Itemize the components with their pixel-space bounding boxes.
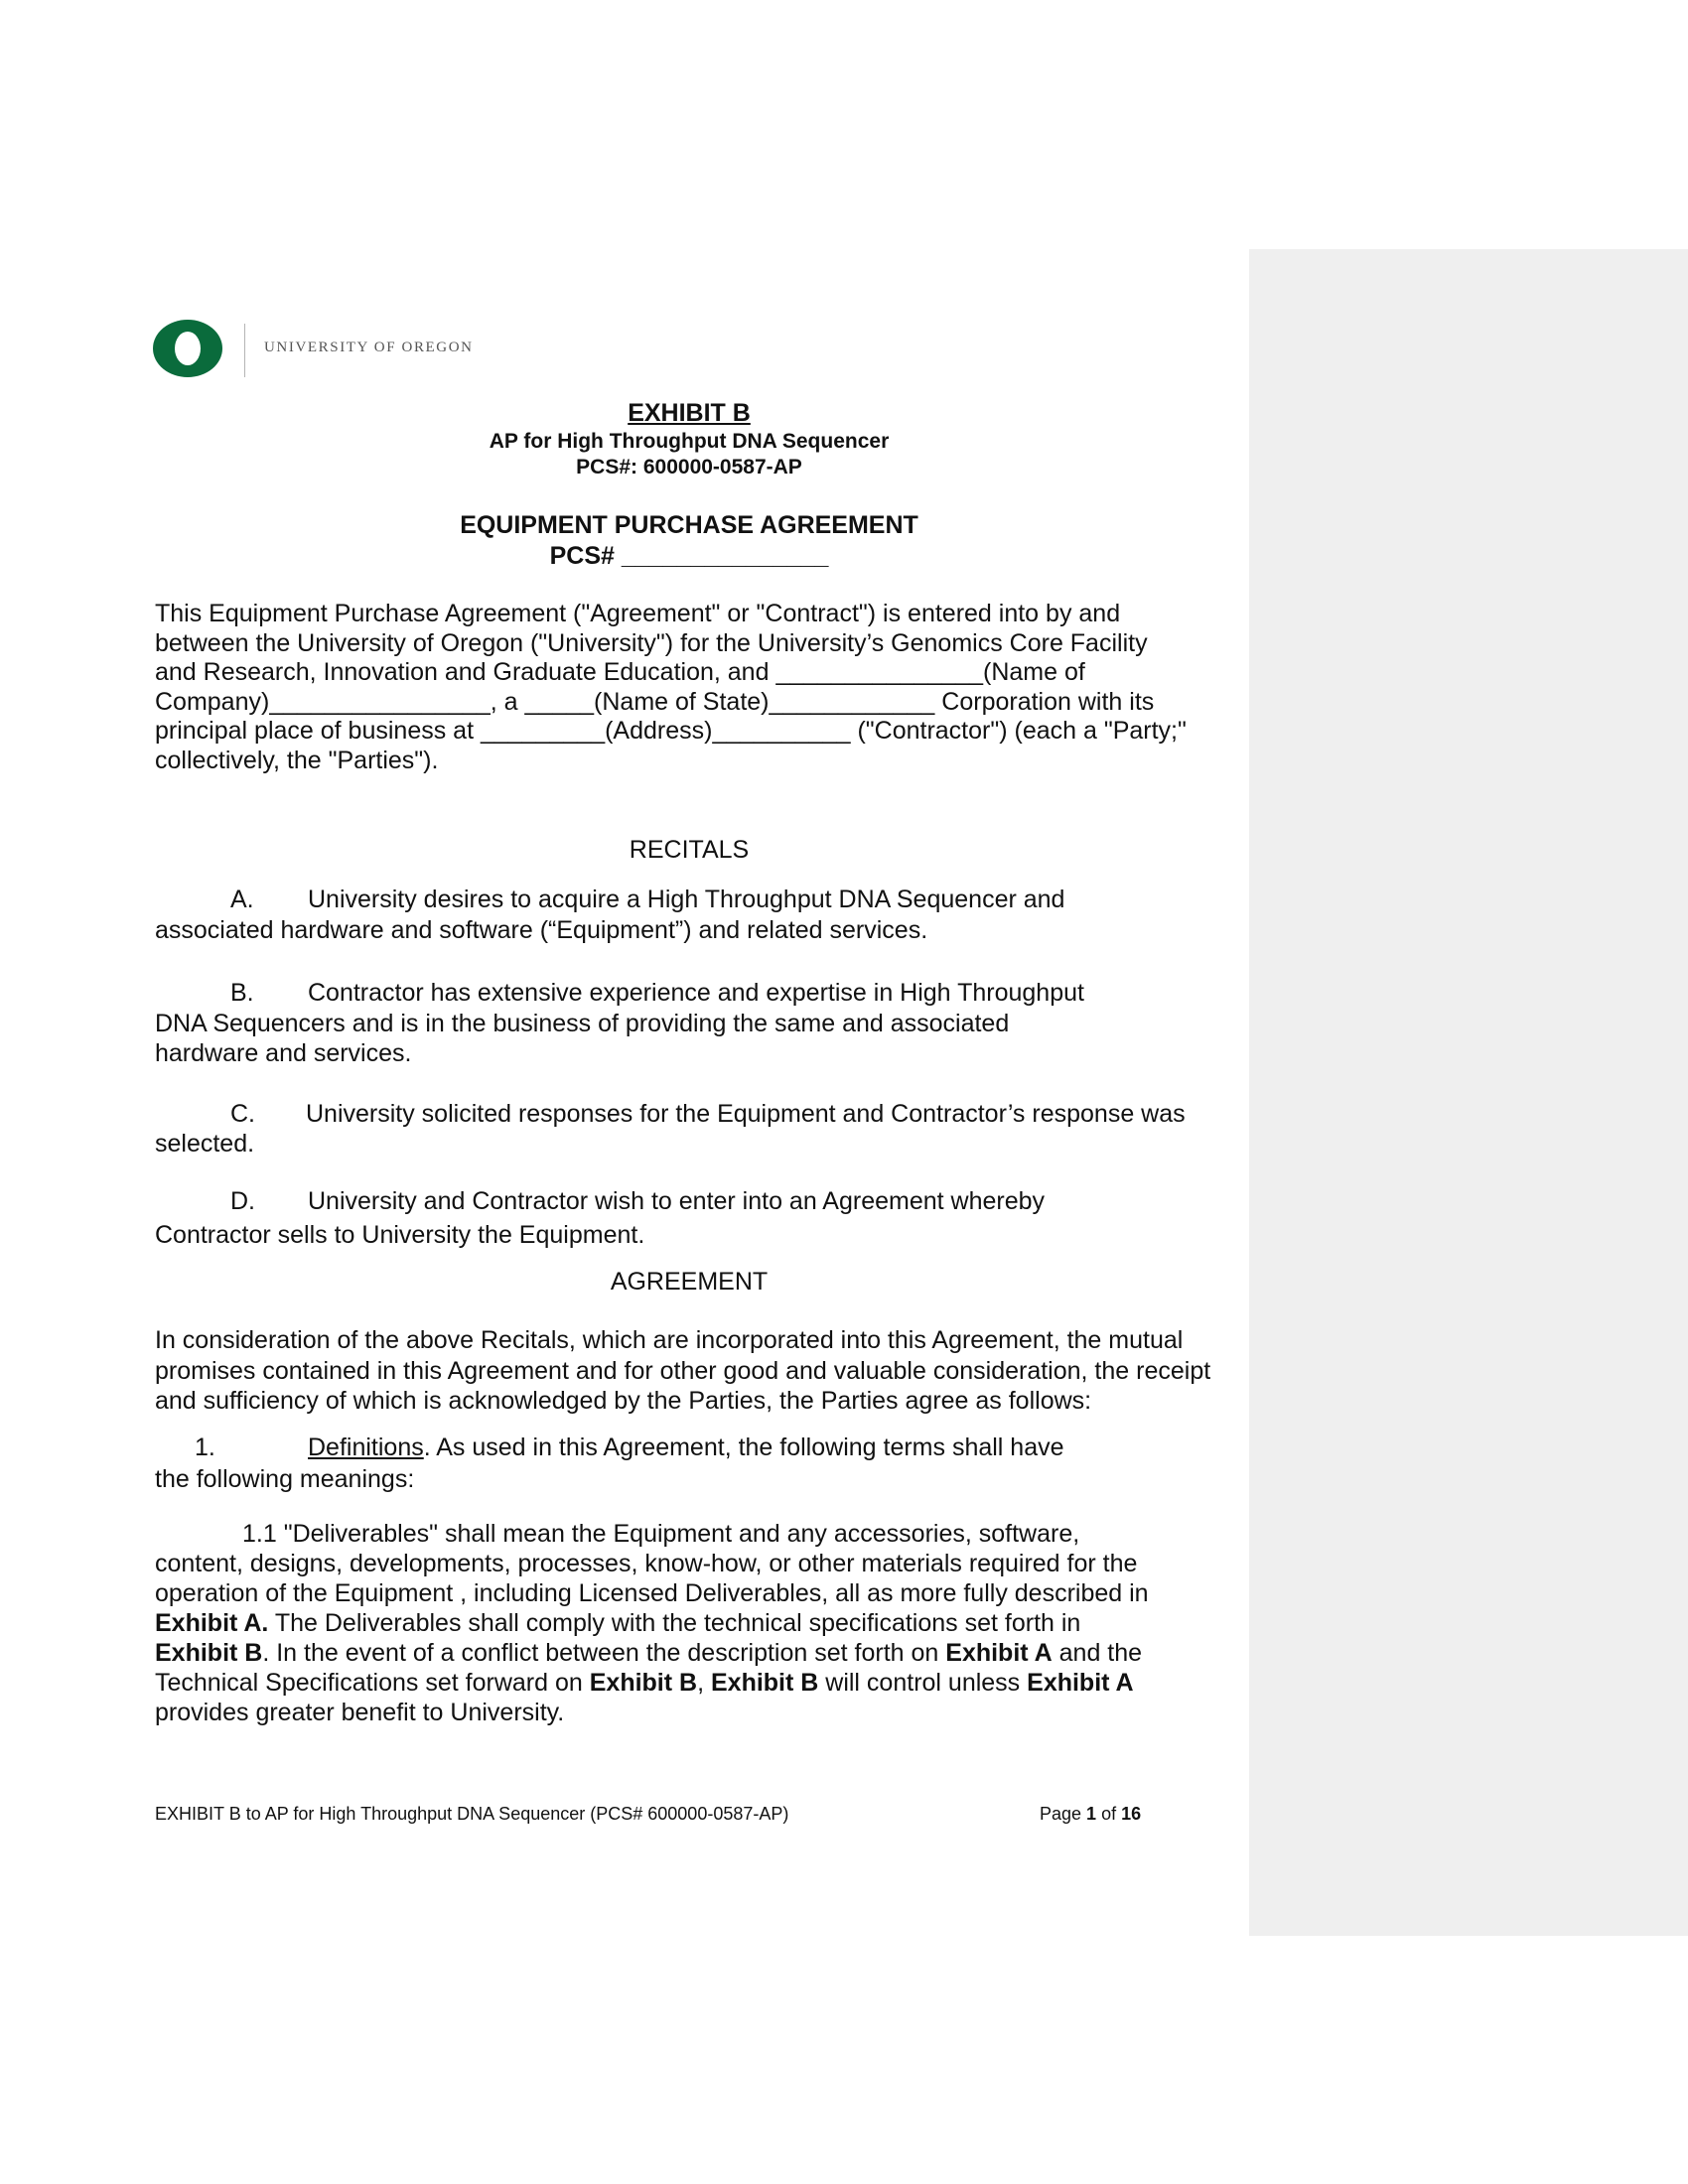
def-1-1-line: 1.1 "Deliverables" shall mean the Equipment and any accessories, software, (242, 1520, 1080, 1548)
recital-c-label: C. (230, 1100, 255, 1128)
def-1-1-line: Technical Specifications set forward on Exhibit B, Exhibit B will control unless Exhibit A (155, 1669, 1134, 1697)
intro-line: principal place of business at _________(Address)__________ ("Contractor") (each a "Party;" (155, 717, 1187, 745)
def-1-1-line: Exhibit B. In the event of a conflict between the description set forth on Exhibit A and the (155, 1639, 1143, 1667)
def-1-1-line: operation of the Equipment , including Licensed Deliverables, all as more fully described in (155, 1579, 1149, 1607)
recital-b-label: B. (230, 979, 254, 1007)
recital-c-text: selected. (155, 1130, 255, 1158)
intro-line: This Equipment Purchase Agreement ("Agreement" or "Contract") is entered into by and (155, 600, 1121, 627)
consideration-line: and sufficiency of which is acknowledged by the Parties, the Parties agree as follows: (155, 1387, 1092, 1415)
logo-text: UNIVERSITY OF OREGON (264, 340, 474, 355)
recital-b-text: Contractor has extensive experience and expertise in High Throughput (308, 979, 1084, 1007)
recital-a-text: University desires to acquire a High Throughput DNA Sequencer and (308, 886, 1065, 913)
intro-line: and Research, Innovation and Graduate Education, and _______________(Name of (155, 658, 1085, 686)
definitions-term: Definitions (308, 1433, 424, 1461)
section-1-heading: Definitions. As used in this Agreement, the following terms shall have (308, 1433, 1064, 1461)
intro-line: Company)________________, a _____(Name of State)____________ Corporation with its (155, 688, 1155, 716)
def-1-1-line: Exhibit A. The Deliverables shall comply with the technical specifications set forth in (155, 1609, 1081, 1637)
agreement-pcs-blank: PCS# _______________ (549, 542, 829, 570)
recital-d-text: Contractor sells to University the Equipment. (155, 1221, 645, 1249)
consideration-line: In consideration of the above Recitals, which are incorporated into this Agreement, the mutual (155, 1326, 1184, 1354)
logo-divider (244, 324, 245, 377)
section-1-number: 1. (195, 1433, 215, 1461)
recital-c-text: University solicited responses for the Equipment and Contractor’s response was (306, 1100, 1186, 1128)
footer-page-number: Page 1 of 16 (1040, 1804, 1142, 1824)
recital-b-text: hardware and services. (155, 1039, 412, 1067)
intro-line: collectively, the "Parties"). (155, 747, 439, 774)
recitals-heading: RECITALS (629, 836, 750, 864)
def-1-1-line: provides greater benefit to University. (155, 1699, 565, 1726)
recital-a-text: associated hardware and software (“Equipment”) and related services. (155, 916, 928, 944)
exhibit-title: EXHIBIT B (628, 399, 751, 427)
def-1-1-line: content, designs, developments, processes, know-how, or other materials required for the (155, 1550, 1138, 1577)
agreement-title: EQUIPMENT PURCHASE AGREEMENT (460, 511, 918, 539)
recital-a-label: A. (230, 886, 254, 913)
section-1-text: the following meanings: (155, 1465, 415, 1493)
agreement-heading: AGREEMENT (610, 1268, 769, 1296)
footer-left: EXHIBIT B to AP for High Throughput DNA Sequencer (PCS# 600000-0587-AP) (155, 1804, 789, 1824)
recital-b-text: DNA Sequencers and is in the business of providing the same and associated (155, 1010, 1010, 1037)
recital-d-label: D. (230, 1187, 255, 1215)
oregon-o-icon (153, 320, 222, 377)
intro-line: between the University of Oregon ("University") for the University’s Genomics Core Facility (155, 629, 1148, 657)
consideration-line: promises contained in this Agreement and for other good and valuable consideration, the receipt (155, 1357, 1211, 1385)
comment-pane (1249, 249, 1688, 1936)
recital-d-text: University and Contractor wish to enter into an Agreement whereby (308, 1187, 1046, 1215)
exhibit-subtitle: AP for High Throughput DNA Sequencer (489, 430, 890, 453)
exhibit-pcs: PCS#: 600000-0587-AP (576, 456, 802, 478)
